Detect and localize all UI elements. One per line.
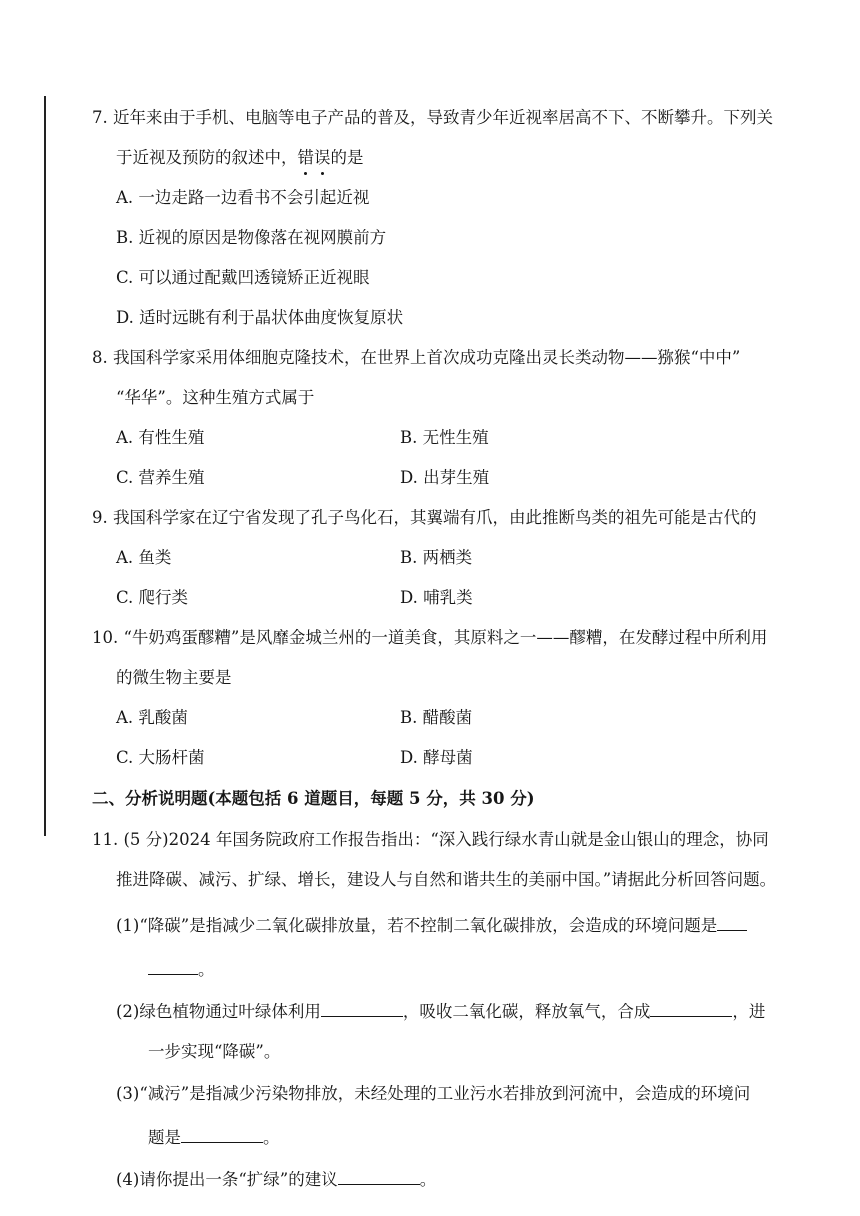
q10-option-b: B. 醋酸菌 xyxy=(400,708,473,727)
answer-blank[interactable] xyxy=(717,912,747,931)
q7-stem-line2: 于近视及预防的叙述中，错误的是 xyxy=(116,146,364,170)
q7-option-d: D. 适时远眺有利于晶状体曲度恢复原状 xyxy=(116,308,404,327)
emphasis-dot-char: 误 xyxy=(314,146,331,170)
answer-blank[interactable] xyxy=(181,1124,263,1143)
q11-sub2-line1: (2)绿色植物通过叶绿体利用 ，吸收二氧化碳，释放氧气，合成 ，进 xyxy=(116,998,765,1024)
q10-option-a: A. 乳酸菌 xyxy=(116,708,188,727)
q9-stem-line1: 9. 我国科学家在辽宁省发现了孔子鸟化石，其翼端有爪，由此推断鸟类的祖先可能是古代的 xyxy=(92,508,757,527)
q10-option-c: C. 大肠杆菌 xyxy=(116,748,205,767)
q11-stem-line2: 推进降碳、减污、扩绿、增长，建设人与自然和谐共生的美丽中国。”请据此分析回答问题。 xyxy=(116,870,777,889)
q11-sub4-line: (4)请你提出一条“扩绿”的建议 。 xyxy=(116,1166,436,1192)
q11-sub3-line1: (3)“减污”是指减少污染物排放，未经处理的工业污水若排放到河流中，会造成的环境问 xyxy=(116,1084,751,1103)
q10-stem-line2: 的微生物主要是 xyxy=(116,668,232,687)
q11-sub2-line2: 一步实现“降碳”。 xyxy=(148,1042,281,1061)
q11-stem-line1: 11. (5 分)2024 年国务院政府工作报告指出：“深入践行绿水青山就是金山银山的理念，协同 xyxy=(92,830,769,849)
q11-sub1-line1: (1)“降碳”是指减少二氧化碳排放量，若不控制二氧化碳排放，会造成的环境问题是 xyxy=(116,912,747,938)
q8-stem-line1: 8. 我国科学家采用体细胞克隆技术，在世界上首次成功克隆出灵长类动物——猕猴“中中” xyxy=(92,348,741,367)
q9-option-c: C. 爬行类 xyxy=(116,588,189,607)
q11-sub3-line2: 题是 。 xyxy=(148,1124,280,1150)
q8-stem-line2: “华华”。这种生殖方式属于 xyxy=(116,388,315,407)
q10-option-d: D. 酵母菌 xyxy=(400,748,473,767)
q9-option-a: A. 鱼类 xyxy=(116,548,172,567)
section-heading: 二、分析说明题(本题包括 6 道题目，每题 5 分，共 30 分) xyxy=(92,789,535,808)
q8-option-b: B. 无性生殖 xyxy=(400,428,489,447)
answer-blank[interactable] xyxy=(650,998,732,1017)
q8-option-a: A. 有性生殖 xyxy=(116,428,205,447)
answer-blank[interactable] xyxy=(338,1166,420,1185)
binding-margin-line xyxy=(44,96,46,836)
q7-option-a: A. 一边走路一边看书不会引起近视 xyxy=(116,188,370,207)
answer-blank[interactable] xyxy=(321,998,403,1017)
q7-option-c: C. 可以通过配戴凹透镜矫正近视眼 xyxy=(116,268,370,287)
q9-option-d: D. 哺乳类 xyxy=(400,588,473,607)
q8-option-c: C. 营养生殖 xyxy=(116,468,205,487)
q9-option-b: B. 两栖类 xyxy=(400,548,473,567)
emphasis-dot-char: 错 xyxy=(298,146,315,170)
q7-stem-line1: 7. 近年来由于手机、电脑等电子产品的普及，导致青少年近视率居高不下、不断攀升。下列关 xyxy=(92,108,773,127)
q11-sub1-line2: 。 xyxy=(148,956,215,982)
answer-blank[interactable] xyxy=(148,956,198,975)
q8-option-d: D. 出芽生殖 xyxy=(400,468,490,487)
q7-option-b: B. 近视的原因是物像落在视网膜前方 xyxy=(116,228,387,247)
q10-stem-line1: 10. “牛奶鸡蛋醪糟”是风靡金城兰州的一道美食，其原料之一——醪糟，在发酵过程中所利用 xyxy=(92,628,768,647)
